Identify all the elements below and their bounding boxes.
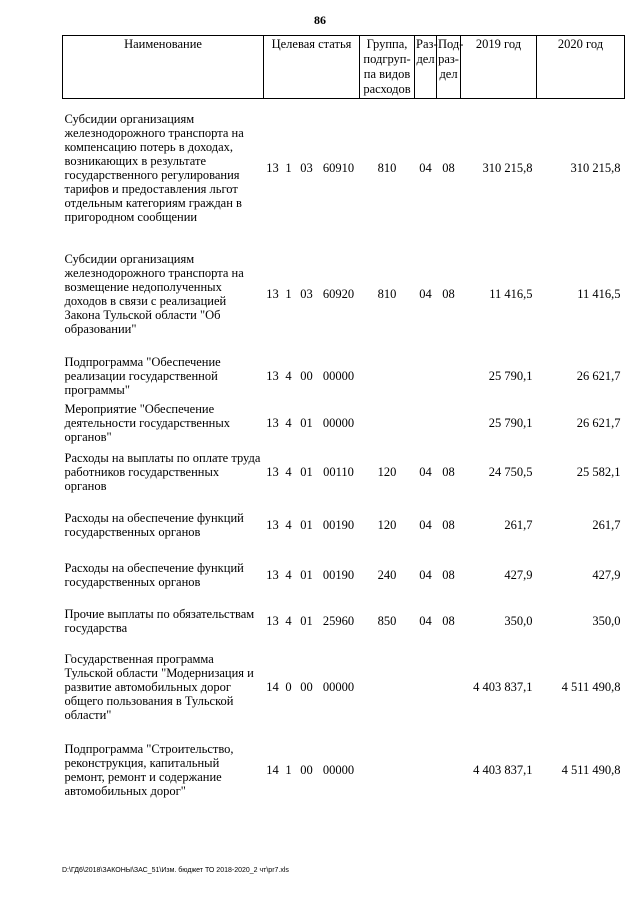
cell-group: 120 bbox=[377, 465, 397, 479]
file-path-footer: D:\ГД6\2018\ЗАКОНЫ\ЗАС_51\Изм. бюджет ТО 2018-2020_2 чт\pr7.xls bbox=[62, 867, 289, 874]
cell-group bbox=[360, 353, 415, 399]
cell-section bbox=[415, 353, 437, 399]
cell-section: 04 bbox=[419, 614, 432, 628]
table-row bbox=[63, 507, 625, 543]
cell-subsection: 08 bbox=[442, 465, 455, 479]
cell-subsection: 08 bbox=[442, 161, 455, 175]
cell-2019: 350,0 bbox=[504, 614, 533, 628]
cell-c: 01 bbox=[300, 614, 313, 628]
cell-subsection: 08 bbox=[442, 568, 455, 582]
table-row bbox=[63, 603, 625, 639]
cell-a: 13 bbox=[266, 287, 279, 301]
table-row bbox=[63, 739, 625, 801]
cell-section: 04 bbox=[419, 161, 432, 175]
cell-2020: 25 582,1 bbox=[576, 465, 621, 479]
cell-c: 03 bbox=[300, 161, 313, 175]
cell-a: 13 bbox=[266, 416, 279, 430]
header-subsection: Под- раз- дел bbox=[437, 36, 461, 99]
row-name: Субсидии организациям железнодорожного транспорта на компенсацию потерь в доходах, возникающих в результате государственного регулирования тарифов и предоставления льгот отдельным категориям граждан в пригородном сообщении bbox=[64, 112, 244, 224]
cell-subsection bbox=[437, 399, 461, 447]
cell-d: 00110 bbox=[323, 465, 354, 479]
cell-b: 4 bbox=[285, 568, 292, 582]
cell-d: 00000 bbox=[322, 416, 355, 430]
page-number: 86 bbox=[314, 13, 326, 27]
cell-d: 00190 bbox=[322, 518, 355, 532]
table-row bbox=[63, 649, 625, 725]
cell-d: 60910 bbox=[322, 161, 355, 175]
cell-d: 00000 bbox=[322, 369, 355, 383]
row-name: Подпрограмма "Обеспечение реализации государственной программы" bbox=[64, 355, 221, 397]
table-row bbox=[63, 399, 625, 447]
cell-c: 00 bbox=[300, 369, 313, 383]
cell-group bbox=[360, 739, 415, 801]
cell-b: 4 bbox=[285, 518, 292, 532]
header-2019: 2019 год bbox=[461, 36, 537, 99]
cell-group: 240 bbox=[377, 568, 397, 582]
cell-c: 01 bbox=[300, 518, 313, 532]
cell-section bbox=[415, 649, 437, 725]
cell-c: 01 bbox=[300, 416, 313, 430]
cell-subsection: 08 bbox=[442, 518, 455, 532]
cell-subsection: 08 bbox=[442, 287, 455, 301]
cell-section: 04 bbox=[419, 465, 432, 479]
cell-subsection bbox=[437, 739, 461, 801]
cell-d: 60920 bbox=[322, 287, 355, 301]
cell-a: 14 bbox=[266, 763, 279, 777]
cell-2019: 24 750,5 bbox=[488, 465, 533, 479]
cell-b: 1 bbox=[285, 161, 292, 175]
cell-2020: 4 511 490,8 bbox=[561, 680, 621, 694]
cell-a: 13 bbox=[266, 465, 279, 479]
cell-section bbox=[415, 399, 437, 447]
cell-d: 25960 bbox=[322, 614, 355, 628]
cell-a: 13 bbox=[266, 614, 279, 628]
cell-2019: 310 215,8 bbox=[482, 161, 533, 175]
header-2020: 2020 год bbox=[537, 36, 625, 99]
table-header bbox=[63, 36, 625, 99]
row-name: Субсидии организациям железнодорожного транспорта на возмещение недополученных доходов в связи с реализацией Закона Тульской области "Об образовании" bbox=[64, 252, 244, 336]
table-row bbox=[63, 447, 625, 497]
cell-2020: 310 215,8 bbox=[570, 161, 621, 175]
cell-b: 4 bbox=[285, 416, 292, 430]
cell-2019: 4 403 837,1 bbox=[473, 763, 533, 777]
cell-a: 14 bbox=[266, 680, 279, 694]
cell-2019: 261,7 bbox=[504, 518, 533, 532]
cell-2019: 25 790,1 bbox=[488, 416, 533, 430]
budget-table bbox=[62, 35, 625, 801]
cell-d: 00190 bbox=[322, 568, 355, 582]
cell-b: 0 bbox=[285, 680, 292, 694]
cell-2019: 25 790,1 bbox=[488, 369, 533, 383]
cell-2020: 261,7 bbox=[592, 518, 621, 532]
cell-c: 03 bbox=[300, 287, 313, 301]
cell-c: 00 bbox=[300, 763, 313, 777]
cell-b: 4 bbox=[285, 369, 292, 383]
cell-c: 00 bbox=[300, 680, 313, 694]
cell-group: 850 bbox=[377, 614, 397, 628]
cell-b: 4 bbox=[285, 465, 292, 479]
cell-d: 00000 bbox=[322, 763, 355, 777]
row-name: Государственная программа Тульской области "Модернизация и развитие автомобильных дорог общего пользования в Тульской области" bbox=[64, 652, 254, 722]
cell-subsection: 08 bbox=[442, 614, 455, 628]
cell-subsection bbox=[437, 353, 461, 399]
header-name: Наименование bbox=[63, 36, 264, 99]
cell-b: 1 bbox=[285, 763, 292, 777]
cell-subsection bbox=[437, 649, 461, 725]
cell-b: 1 bbox=[285, 287, 292, 301]
table-row bbox=[63, 557, 625, 593]
cell-section: 04 bbox=[419, 287, 432, 301]
row-name: Мероприятие "Обеспечение деятельности государственных органов" bbox=[64, 402, 230, 444]
cell-group bbox=[360, 399, 415, 447]
cell-2020: 26 621,7 bbox=[576, 416, 621, 430]
cell-2019: 427,9 bbox=[504, 568, 533, 582]
cell-group: 120 bbox=[377, 518, 397, 532]
cell-a: 13 bbox=[266, 369, 279, 383]
cell-2020: 427,9 bbox=[592, 568, 621, 582]
row-name: Расходы на выплаты по оплате труда работников государственных органов bbox=[64, 451, 261, 493]
cell-2020: 4 511 490,8 bbox=[561, 763, 621, 777]
cell-section bbox=[415, 739, 437, 801]
table-row bbox=[63, 249, 625, 339]
cell-2020: 350,0 bbox=[592, 614, 621, 628]
row-name: Расходы на обеспечение функций государственных органов bbox=[64, 511, 244, 539]
cell-c: 01 bbox=[300, 465, 313, 479]
cell-group bbox=[360, 649, 415, 725]
header-section: Раз- дел bbox=[415, 36, 437, 99]
table-row bbox=[63, 353, 625, 399]
cell-2020: 11 416,5 bbox=[577, 287, 621, 301]
cell-a: 13 bbox=[266, 568, 279, 582]
cell-2019: 11 416,5 bbox=[489, 287, 533, 301]
cell-a: 13 bbox=[266, 161, 279, 175]
cell-group: 810 bbox=[377, 161, 397, 175]
row-name: Подпрограмма "Строительство, реконструкция, капитальный ремонт, ремонт и содержание автомобильных дорог" bbox=[64, 742, 234, 798]
row-name: Прочие выплаты по обязательствам государства bbox=[64, 607, 255, 635]
row-name: Расходы на обеспечение функций государственных органов bbox=[64, 561, 244, 589]
cell-d: 00000 bbox=[322, 680, 355, 694]
cell-c: 01 bbox=[300, 568, 313, 582]
table-body bbox=[63, 99, 625, 802]
cell-a: 13 bbox=[266, 518, 279, 532]
header-target: Целевая статья bbox=[264, 36, 360, 99]
cell-2020: 26 621,7 bbox=[576, 369, 621, 383]
cell-2019: 4 403 837,1 bbox=[473, 680, 533, 694]
table-row bbox=[63, 109, 625, 227]
cell-section: 04 bbox=[419, 518, 432, 532]
cell-section: 04 bbox=[419, 568, 432, 582]
cell-b: 4 bbox=[285, 614, 292, 628]
header-group: Группа, подгруп- па видов расходов bbox=[360, 36, 415, 99]
cell-group: 810 bbox=[377, 287, 397, 301]
